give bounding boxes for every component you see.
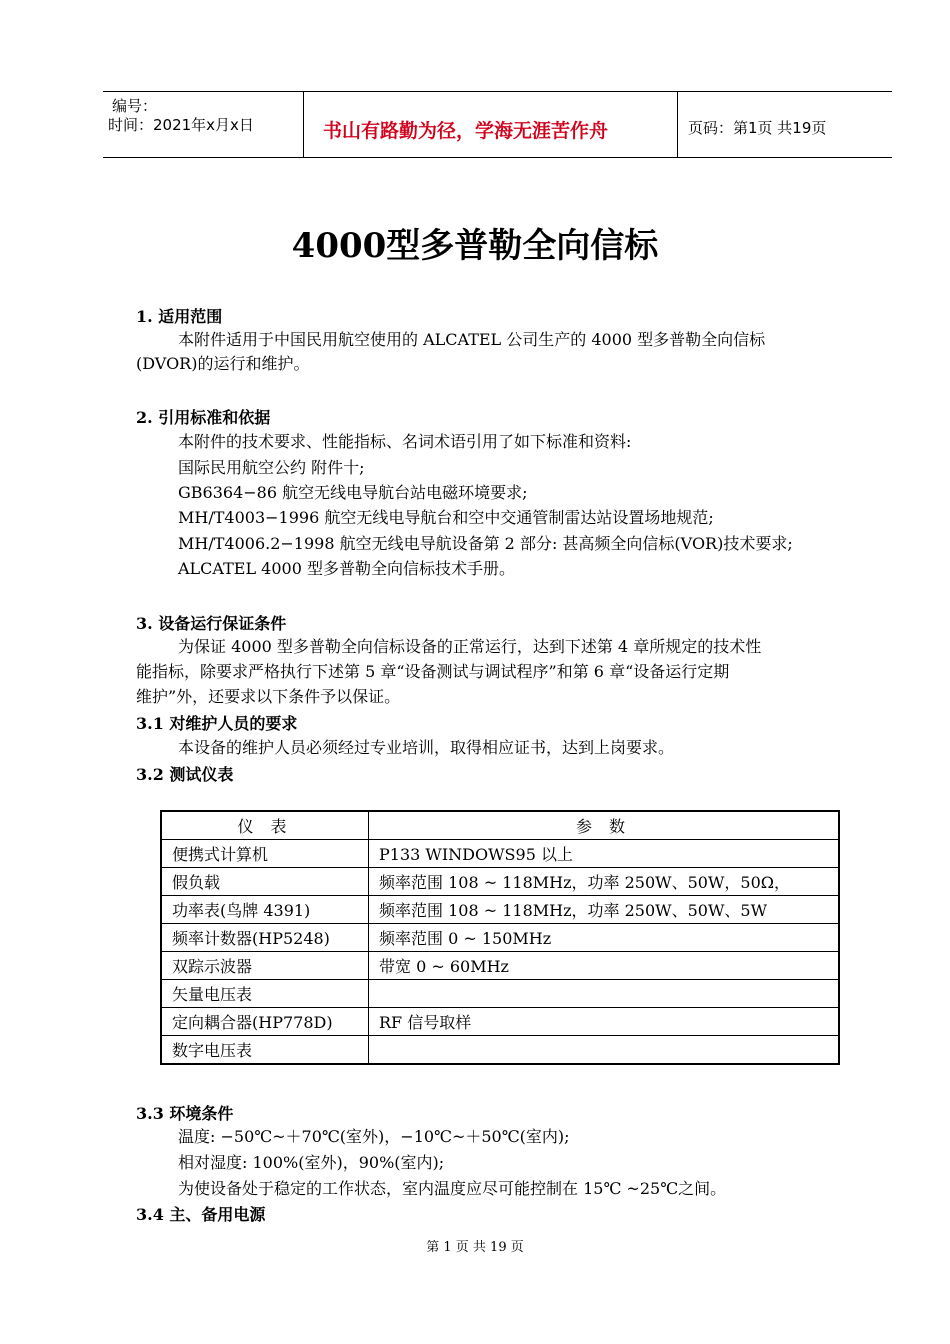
section-1-line: 本附件适用于中国民用航空使用的 ALCATEL 公司生产的 4000 型多普勒全向信标 — [178, 330, 766, 349]
table-cell-parameter — [369, 1036, 840, 1065]
table-header-row — [161, 811, 839, 840]
section-2-line: ALCATEL 4000 型多普勒全向信标技术手册。 — [178, 559, 515, 578]
section-3-heading: 3. 设备运行保证条件 — [136, 614, 287, 633]
table-cell-instrument: 定向耦合器(HP778D) — [161, 1008, 369, 1036]
page-footer: 第 1 页 共 19 页 — [426, 1240, 524, 1255]
table-row — [161, 896, 839, 924]
document-title: 4000型多普勒全向信标 — [291, 226, 659, 266]
section-3-line: 维护”外，还要求以下条件予以保证。 — [136, 687, 401, 706]
header-divider-left — [303, 92, 304, 158]
table-cell-instrument: 功率表(鸟牌 4391) — [161, 896, 369, 924]
section-2-line: MH/T4003−1996 航空无线电导航台和空中交通管制雷达站设置场地规范; — [178, 508, 714, 527]
table-row — [161, 840, 839, 868]
table-header-cell: 参 数 — [369, 811, 840, 840]
section-3-line: 为保证 4000 型多普勒全向信标设备的正常运行，达到下述第 4 章所规定的技术性 — [178, 637, 762, 656]
section-2-line: 国际民用航空公约 附件十; — [178, 458, 365, 477]
table-row — [161, 980, 839, 1008]
section-3-1-heading: 3.1 对维护人员的要求 — [136, 714, 298, 733]
table-row — [161, 868, 839, 896]
header-number-label: 编号： — [112, 97, 158, 115]
section-3-3-line: 相对湿度: 100%(室外)，90%(室内); — [178, 1153, 445, 1172]
section-2-line: GB6364−86 航空无线电导航台站电磁环境要求; — [178, 483, 528, 502]
table-cell-parameter: 频率范围 108 ~ 118MHz，功率 250W、50W、5W — [369, 896, 840, 924]
section-1-line: (DVOR)的运行和维护。 — [136, 354, 310, 373]
table-cell-parameter: RF 信号取样 — [369, 1008, 840, 1036]
section-3-3-line: 温度: −50℃~＋70℃(室外)，−10℃~＋50℃(室内); — [178, 1127, 570, 1146]
table-cell-parameter: P133 WINDOWS95 以上 — [369, 840, 840, 868]
header-bottom-rule — [103, 157, 892, 158]
table-cell-parameter: 频率范围 0 ~ 150MHz — [369, 924, 840, 952]
table-row — [161, 952, 839, 980]
section-3-3-heading: 3.3 环境条件 — [136, 1104, 234, 1123]
header-time-label: 时间：2021年x月x日 — [108, 116, 254, 134]
section-3-3-line: 为使设备处于稳定的工作状态，室内温度应尽可能控制在 15℃ ~25℃之间。 — [178, 1179, 727, 1198]
header-motto: 书山有路勤为径，学海无涯苦作舟 — [323, 120, 609, 142]
table-cell-instrument: 矢量电压表 — [161, 980, 369, 1008]
table-row — [161, 1008, 839, 1036]
section-3-2-heading: 3.2 测试仪表 — [136, 765, 234, 784]
table-row — [161, 1036, 839, 1065]
table-cell-parameter: 带宽 0 ~ 60MHz — [369, 952, 840, 980]
section-1-heading: 1. 适用范围 — [136, 307, 223, 326]
section-2-line: 本附件的技术要求、性能指标、名词术语引用了如下标准和资料: — [178, 432, 632, 451]
header-page-info: 页码：第1页 共19页 — [688, 119, 827, 137]
section-2-heading: 2. 引用标准和依据 — [136, 408, 271, 427]
table-cell-parameter: 频率范围 108 ~ 118MHz，功率 250W、50W，50Ω， — [369, 868, 840, 896]
header-top-rule — [103, 91, 892, 92]
section-3-line: 能指标，除要求严格执行下述第 5 章“设备测试与调试程序”和第 6 章“设备运行定期 — [136, 662, 730, 681]
table-cell-instrument: 便携式计算机 — [161, 840, 369, 868]
table-cell-instrument: 频率计数器(HP5248) — [161, 924, 369, 952]
table-cell-instrument: 双踪示波器 — [161, 952, 369, 980]
section-3-1-text: 本设备的维护人员必须经过专业培训，取得相应证书，达到上岗要求。 — [178, 738, 675, 757]
table-cell-instrument: 数字电压表 — [161, 1036, 369, 1065]
table-cell-parameter — [369, 980, 840, 1008]
instrument-table — [160, 810, 840, 1065]
header-divider-right — [677, 92, 678, 158]
table-header-cell: 仪 表 — [161, 811, 369, 840]
section-3-4-heading: 3.4 主、备用电源 — [136, 1205, 266, 1224]
table-cell-instrument: 假负载 — [161, 868, 369, 896]
section-2-line: MH/T4006.2−1998 航空无线电导航设备第 2 部分: 甚高频全向信标(VOR)技术要求; — [178, 534, 793, 553]
table-row — [161, 924, 839, 952]
